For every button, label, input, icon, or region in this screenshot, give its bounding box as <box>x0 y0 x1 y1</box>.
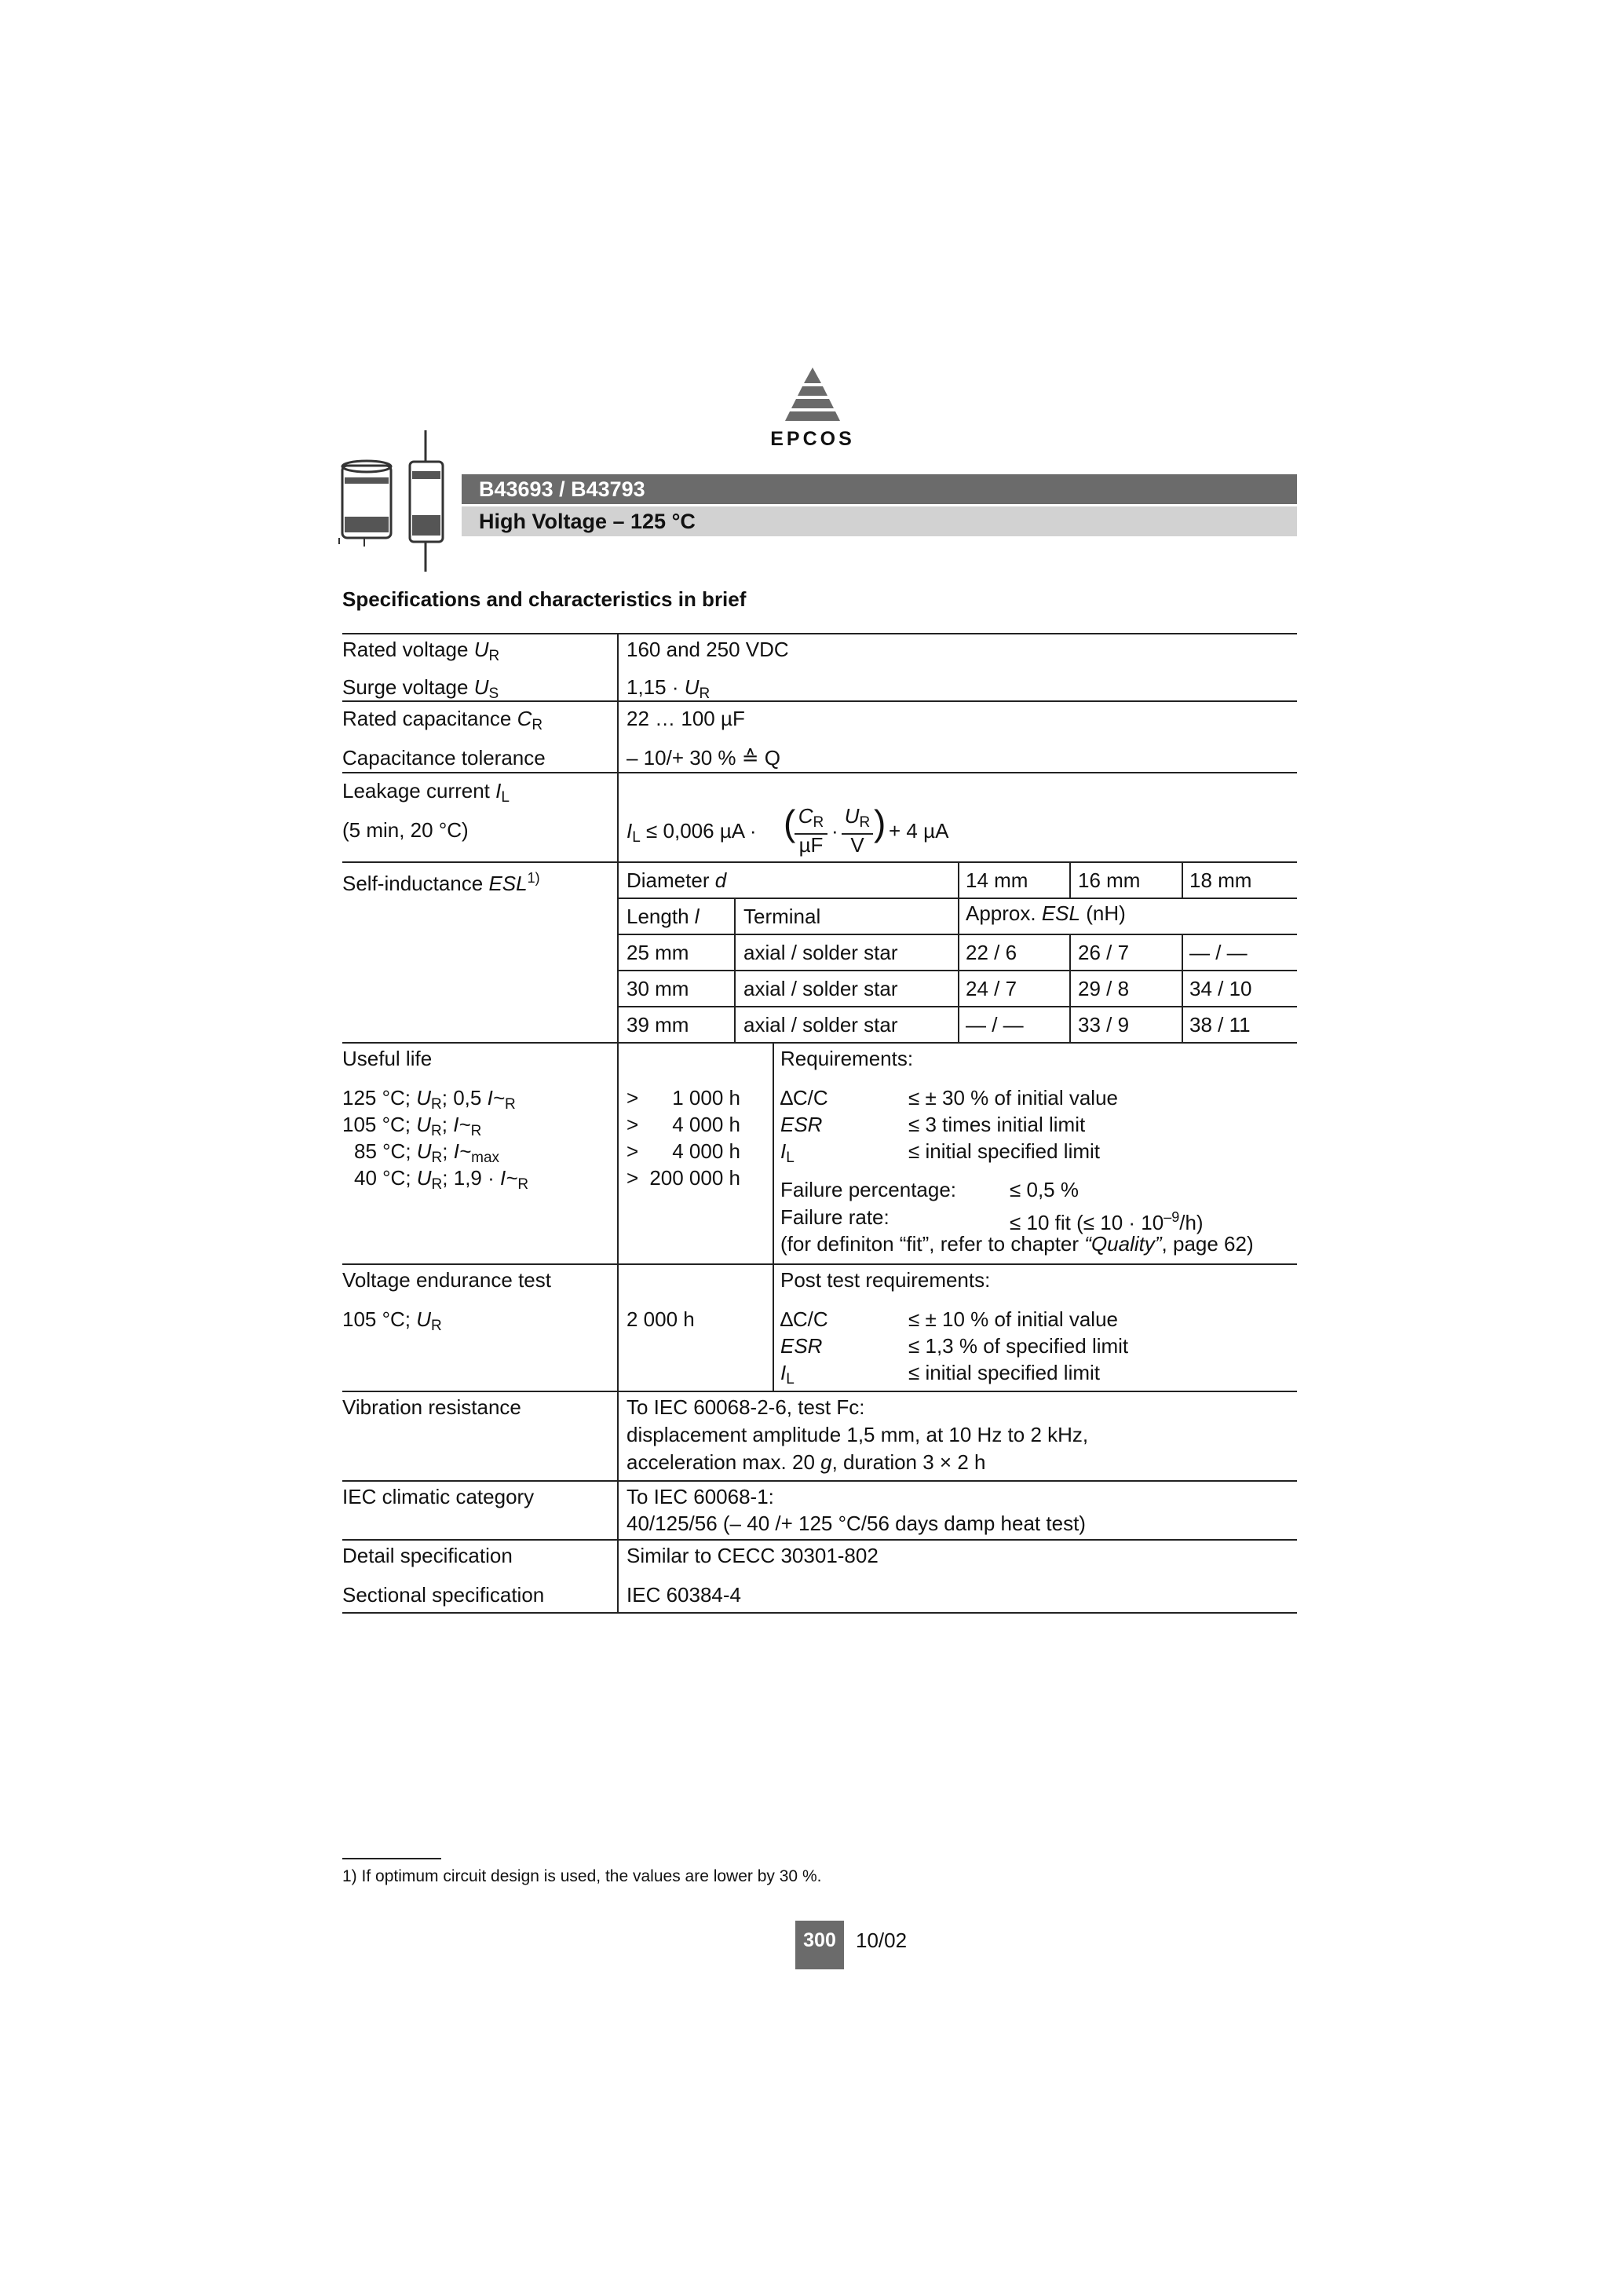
brand-logo-text: EPCOS <box>770 428 855 450</box>
page-number: 300 <box>795 1921 844 1969</box>
requirement-symbol: ESR <box>780 1334 823 1358</box>
requirement-symbol: $I_L$ <box>780 1139 795 1166</box>
climatic-line: To IEC 60068-1: <box>627 1485 774 1508</box>
climatic-label: IEC climatic category <box>342 1485 535 1508</box>
esl-row-value: 38 / 11 <box>1189 1013 1251 1036</box>
esl-row-value: 33 / 9 <box>1078 1013 1130 1036</box>
leakage-current-condition: (5 min, 20 °C) <box>342 818 469 842</box>
formula-suffix: + 4 µA <box>889 819 949 843</box>
requirement-symbol: $I_L$ <box>780 1361 795 1387</box>
part-number-bar: B43693 / B43793 <box>462 474 1297 504</box>
requirement-value: ≤ initial specified limit <box>908 1139 1101 1163</box>
fit-definition-note: (for definiton “fit”, refer to chapter “Quality”, page 62) <box>780 1232 1254 1256</box>
terminal-header: Terminal <box>743 905 821 928</box>
esl-row-value: 26 / 7 <box>1078 941 1130 964</box>
diameter-header: Diameter d <box>627 868 727 892</box>
requirement-symbol: ∆C/C <box>780 1307 828 1331</box>
useful-life-label: Useful life <box>342 1047 433 1070</box>
sectional-spec-label: Sectional specification <box>342 1583 545 1607</box>
useful-life-hours-prefix: > <box>627 1113 639 1136</box>
requirement-value: ≤ initial specified limit <box>908 1361 1101 1384</box>
useful-life-hours: 4 000 h <box>672 1139 740 1163</box>
requirement-value: ≤ 1,3 % of specified limit <box>908 1334 1129 1358</box>
formula-dot: · <box>831 819 838 843</box>
surge-voltage-value: $1,15 \cdot U_R$ <box>627 675 711 702</box>
self-inductance-label: Self-inductance ESL$^{1)}$ <box>342 870 540 895</box>
surge-voltage-label: Surge voltage $U_S$ <box>342 675 499 702</box>
rated-capacitance-label: Rated capacitance $C_R$ <box>342 707 543 733</box>
requirement-symbol: ∆C/C <box>780 1086 828 1110</box>
capacitance-tolerance-value: – 10/+ 30 % ≙ Q <box>627 746 780 770</box>
rated-capacitance-value: 22 … 100 µF <box>627 707 745 730</box>
formula-fraction-2: $U_R$ V <box>842 806 873 855</box>
useful-life-condition: 40 °C; $U_R$; $1,9 \cdot I\sim_R$ <box>354 1166 529 1193</box>
leakage-current-label: Leakage current $I_L$ <box>342 779 510 806</box>
failure-rate-label: Failure rate: <box>780 1205 890 1229</box>
vibration-label: Vibration resistance <box>342 1395 521 1419</box>
length-header: Length l <box>627 905 700 928</box>
sectional-spec-value: IEC 60384-4 <box>627 1583 741 1607</box>
subtitle-bar: High Voltage – 125 °C <box>462 506 1297 536</box>
failure-percentage-value: ≤ 0,5 % <box>1010 1178 1079 1201</box>
vibration-line: To IEC 60068-2-6, test Fc: <box>627 1395 865 1419</box>
rated-voltage-value: 160 and 250 VDC <box>627 638 789 661</box>
capacitor-illustration-icon <box>333 430 474 572</box>
diameter-16: 16 mm <box>1078 868 1141 892</box>
useful-life-hours-prefix: > <box>627 1166 639 1190</box>
formula-paren-left: ( <box>784 803 796 843</box>
esl-row-length: 30 mm <box>627 977 689 1000</box>
useful-life-condition: 85 °C; $U_R$; $I\sim_{max}$ <box>354 1139 500 1166</box>
rated-voltage-label: Rated voltage $U_R$ <box>342 638 500 664</box>
approx-esl-header: Approx. ESL (nH) <box>966 901 1126 925</box>
failure-rate-value: ≤ 10 fit (≤ $10 \cdot 10^{-9}/h$) <box>1010 1209 1204 1234</box>
voltage-endurance-condition: 105 °C; $U_R$ <box>342 1307 442 1334</box>
esl-row-terminal: axial / solder star <box>743 977 898 1000</box>
voltage-endurance-duration: 2 000 h <box>627 1307 695 1331</box>
requirements-label: Requirements: <box>780 1047 914 1070</box>
requirement-symbol: ESR <box>780 1113 823 1136</box>
requirement-value: ≤ ± 30 % of initial value <box>908 1086 1119 1110</box>
useful-life-hours: 4 000 h <box>672 1113 740 1136</box>
section-heading: Specifications and characteristics in brief <box>342 587 747 611</box>
useful-life-hours-prefix: > <box>627 1139 639 1163</box>
formula-fraction-1: $C_R$ µF <box>795 806 827 855</box>
esl-row-terminal: axial / solder star <box>743 941 898 964</box>
formula-paren-right: ) <box>874 803 886 843</box>
diameter-14: 14 mm <box>966 868 1028 892</box>
useful-life-condition: 105 °C; $U_R$; $I\sim_R$ <box>342 1113 482 1139</box>
useful-life-hours: 1 000 h <box>672 1086 740 1110</box>
esl-row-value: 29 / 8 <box>1078 977 1130 1000</box>
page-date: 10/02 <box>856 1929 908 1952</box>
esl-row-length: 39 mm <box>627 1013 689 1036</box>
failure-percentage-label: Failure percentage: <box>780 1178 957 1201</box>
detail-spec-value: Similar to CECC 30301-802 <box>627 1544 879 1567</box>
useful-life-condition: 125 °C; $U_R$; 0,5 $I\sim_R$ <box>342 1086 516 1113</box>
esl-row-value: 24 / 7 <box>966 977 1017 1000</box>
post-test-requirements-label: Post test requirements: <box>780 1268 991 1292</box>
useful-life-hours-prefix: > <box>627 1086 639 1110</box>
leakage-current-formula-prefix: $I_L \le 0,006$ µA · <box>627 819 757 846</box>
detail-spec-label: Detail specification <box>342 1544 513 1567</box>
esl-row-length: 25 mm <box>627 941 689 964</box>
voltage-endurance-label: Voltage endurance test <box>342 1268 551 1292</box>
requirement-value: ≤ ± 10 % of initial value <box>908 1307 1119 1331</box>
capacitance-tolerance-label: Capacitance tolerance <box>342 746 546 770</box>
vibration-line: acceleration max. 20 g, duration 3 × 2 h <box>627 1450 986 1474</box>
esl-row-terminal: axial / solder star <box>743 1013 898 1036</box>
vibration-line: displacement amplitude 1,5 mm, at 10 Hz to 2 kHz, <box>627 1423 1089 1446</box>
climatic-line: 40/125/56 (– 40 /+ 125 °C/56 days damp heat test) <box>627 1512 1086 1535</box>
requirement-value: ≤ 3 times initial limit <box>908 1113 1086 1136</box>
esl-row-value: — / — <box>966 1013 1024 1036</box>
esl-row-value: 34 / 10 <box>1189 977 1252 1000</box>
footnote: 1) If optimum circuit design is used, the values are lower by 30 %. <box>342 1867 822 1885</box>
esl-row-value: — / — <box>1189 941 1248 964</box>
esl-row-value: 22 / 6 <box>966 941 1017 964</box>
footnote-rule <box>342 1858 441 1859</box>
diameter-18: 18 mm <box>1189 868 1252 892</box>
useful-life-hours: 200 000 h <box>649 1166 740 1190</box>
